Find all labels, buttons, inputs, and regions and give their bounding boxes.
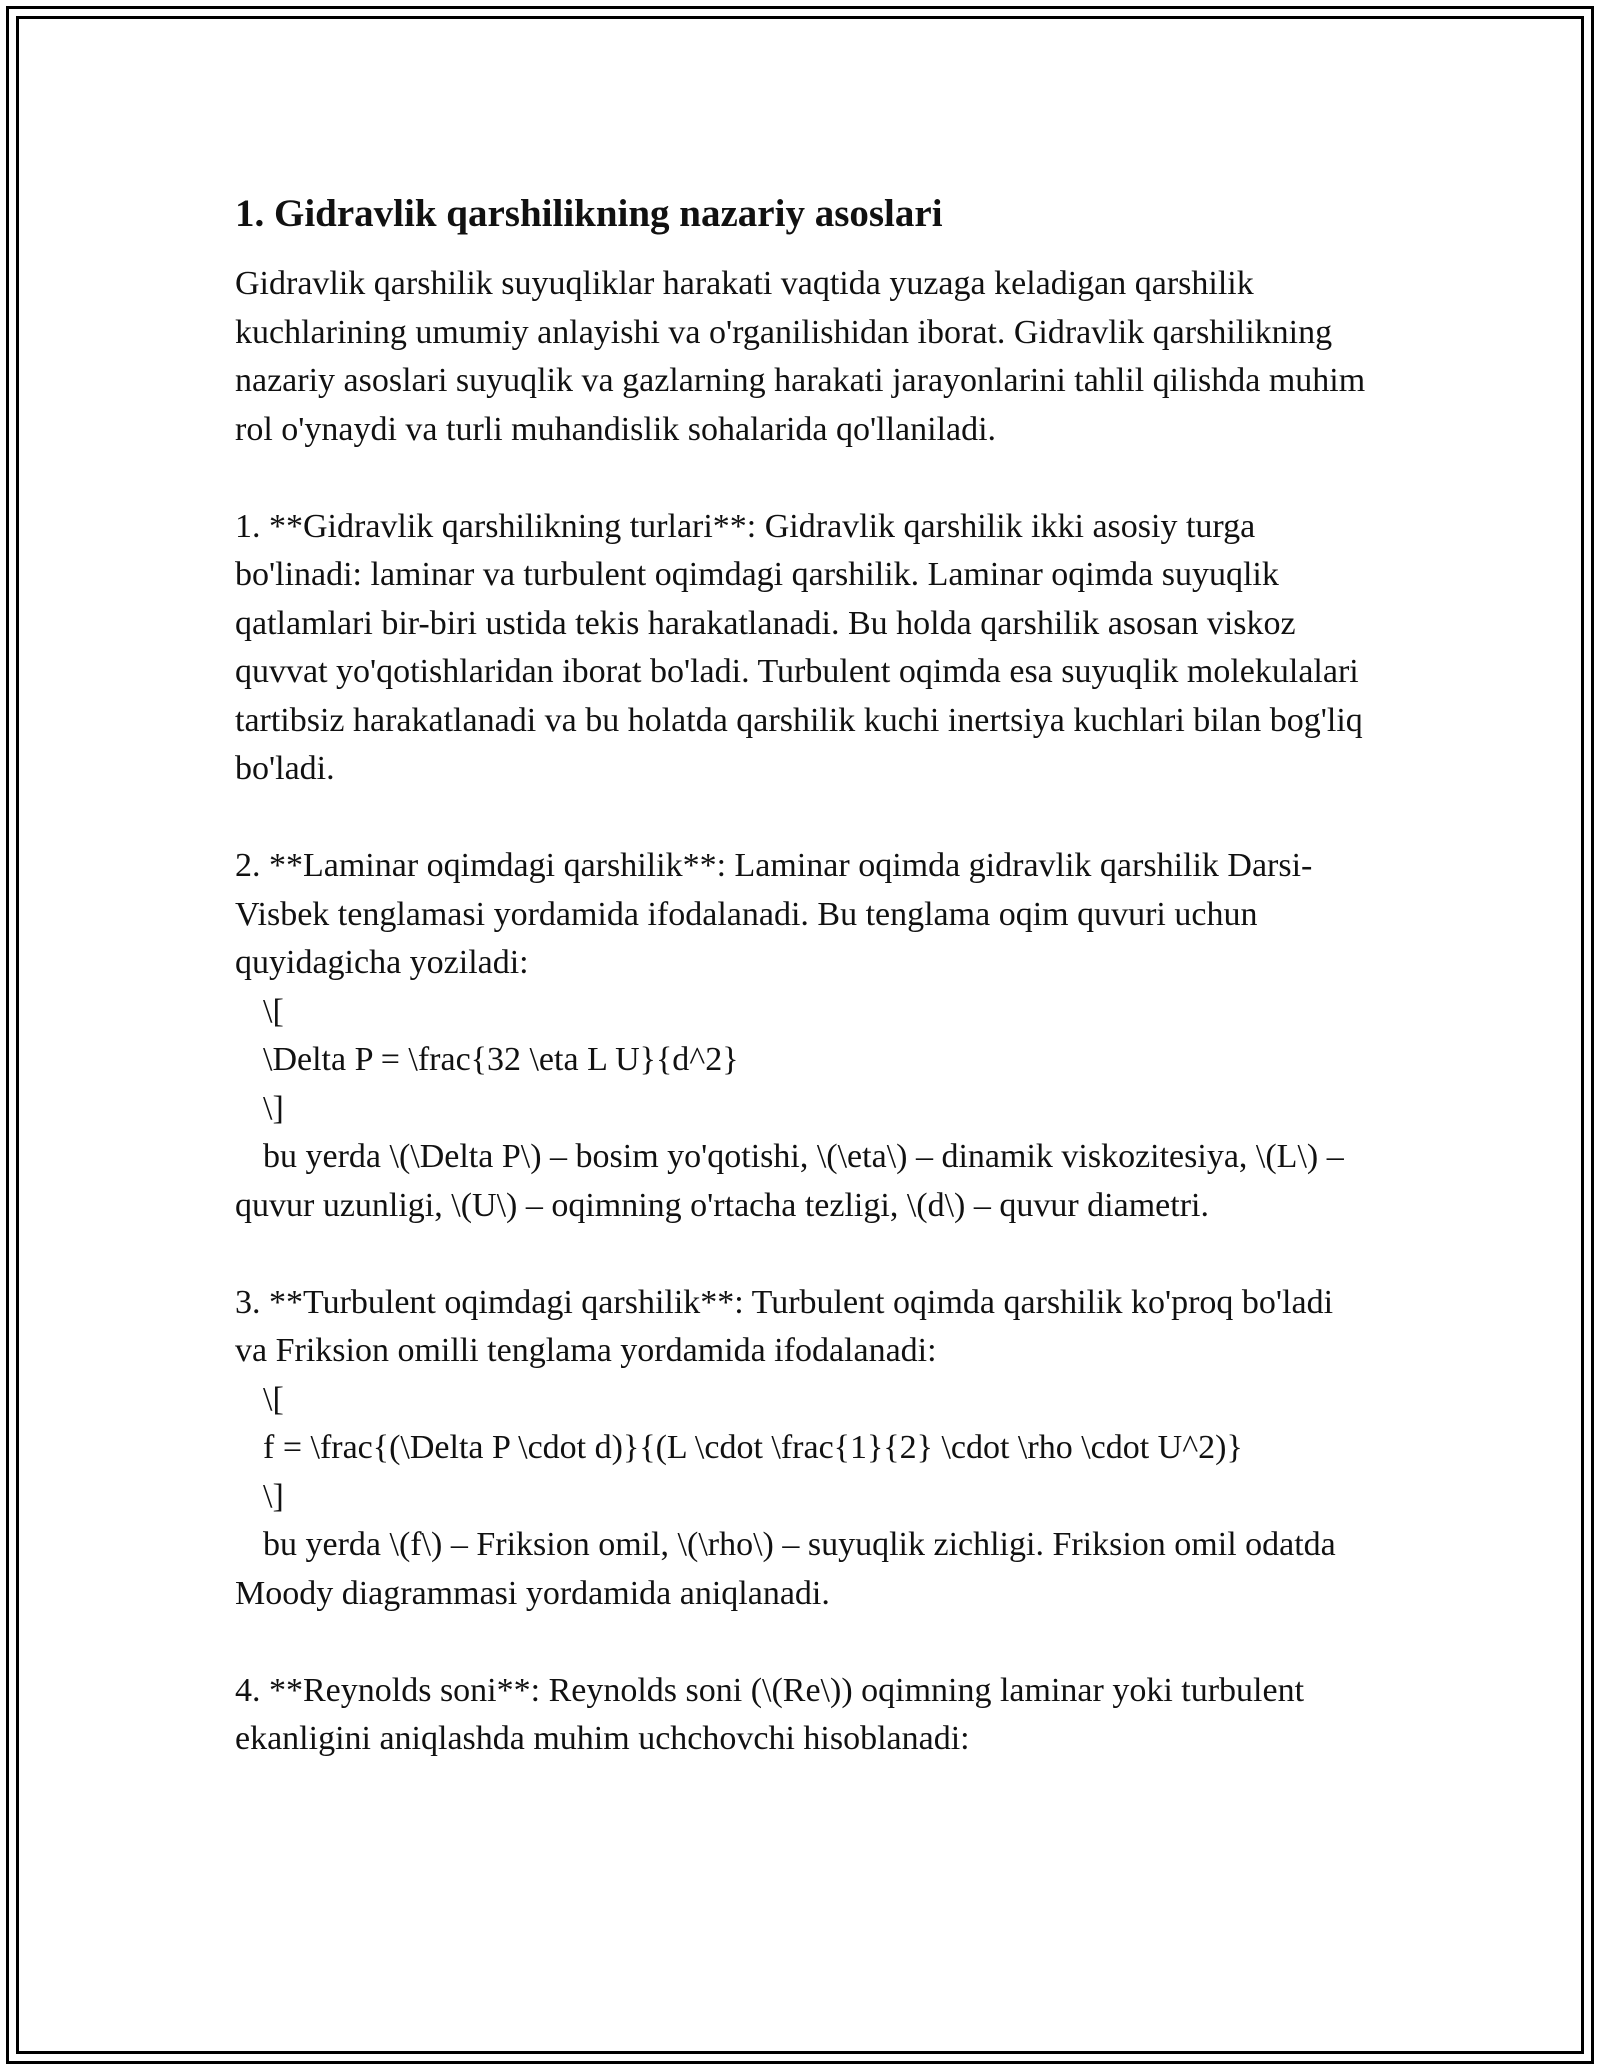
intro-paragraph: Gidravlik qarshilik suyuqliklar harakati vaqtida yuzaga keladigan qarshilik kuchlarining umumiy anlayishi va o'rganilishidan iborat. Gidravlik qarshilikning nazariy asoslari suyuqlik va gazlarning harakati jarayonlarini tahlil qilishda muhim rol o'ynaydi va turli muhandislik sohalarida qo'llaniladi. [235,265,1366,448]
paragraph-spacer [235,454,1370,503]
formula-darcy: \Delta P = \frac{32 \eta L U}{d^2} [263,1041,739,1078]
formula-explanation-text: bu yerda \(f\) – Friksion omil, \(\rho\) – suyuqlik zichligi. Friksion omil odatda Moody diagrammasi yordamida aniqlanadi. [235,1526,1336,1612]
paragraph-spacer [235,1230,1370,1279]
section-heading: 1. Gidravlik qarshilikning nazariy asoslari [235,192,943,235]
formula-friction: f = \frac{(\Delta P \cdot d)}{(L \cdot \frac{1}{2} \cdot \rho \cdot U^2)} [263,1429,1243,1466]
paragraph-spacer [235,1618,1370,1667]
list-item-reynolds: 4. **Reynolds soni**: Reynolds soni (\(Re\)) oqimning laminar yoki turbulent ekanligini aniqlashda muhim uchchovchi hisoblanadi: [235,1671,1305,1757]
formula-explanation-laminar [235,1133,1370,1230]
formula-explanation-turbulent [235,1521,1370,1618]
document-body [235,188,1370,1764]
formula-close-delimiter: \] [263,1089,284,1127]
list-item-turbulent: 3. **Turbulent oqimdagi qarshilik**: Turbulent oqimda qarshilik ko'proq bo'ladi va Friksion omilli tenglama yordamida ifodalanadi: [235,1283,1334,1369]
formula-open-delimiter: \[ [263,1380,284,1418]
list-item-turlari: 1. **Gidravlik qarshilikning turlari**: Gidravlik qarshilik ikki asosiy turga bo'linadi: laminar va turbulent oqimdagi qarshilik. Laminar oqimda suyuqlik qatlamlari bir-biri ustida tekis harakatlanadi. Bu holda qarshilik asosan viskoz quvvat yo'qotishlaridan iborat bo'ladi. Turbulent oqimda esa suyuqlik molekulalari tartibsiz harakatlanadi va bu holatda qarshilik kuchi inertsiya kuchlari bilan bog'liq bo'ladi. [235,507,1363,787]
formula-explanation-text: bu yerda \(\Delta P\) – bosim yo'qotishi, \(\eta\) – dinamik viskozitesiya, \(L\) – quvur uzunligi, \(U\) – oqimning o'rtacha tezligi, \(d\) – quvur diametri. [235,1138,1344,1224]
formula-close-delimiter: \] [263,1477,284,1515]
list-item-laminar: 2. **Laminar oqimdagi qarshilik**: Laminar oqimda gidravlik qarshilik Darsi-Visbek tenglamasi yordamida ifodalanadi. Bu tenglama oqim quvuri uchun quyidagicha yoziladi: [235,847,1313,981]
paragraph-spacer [235,794,1370,843]
formula-open-delimiter: \[ [263,992,284,1030]
